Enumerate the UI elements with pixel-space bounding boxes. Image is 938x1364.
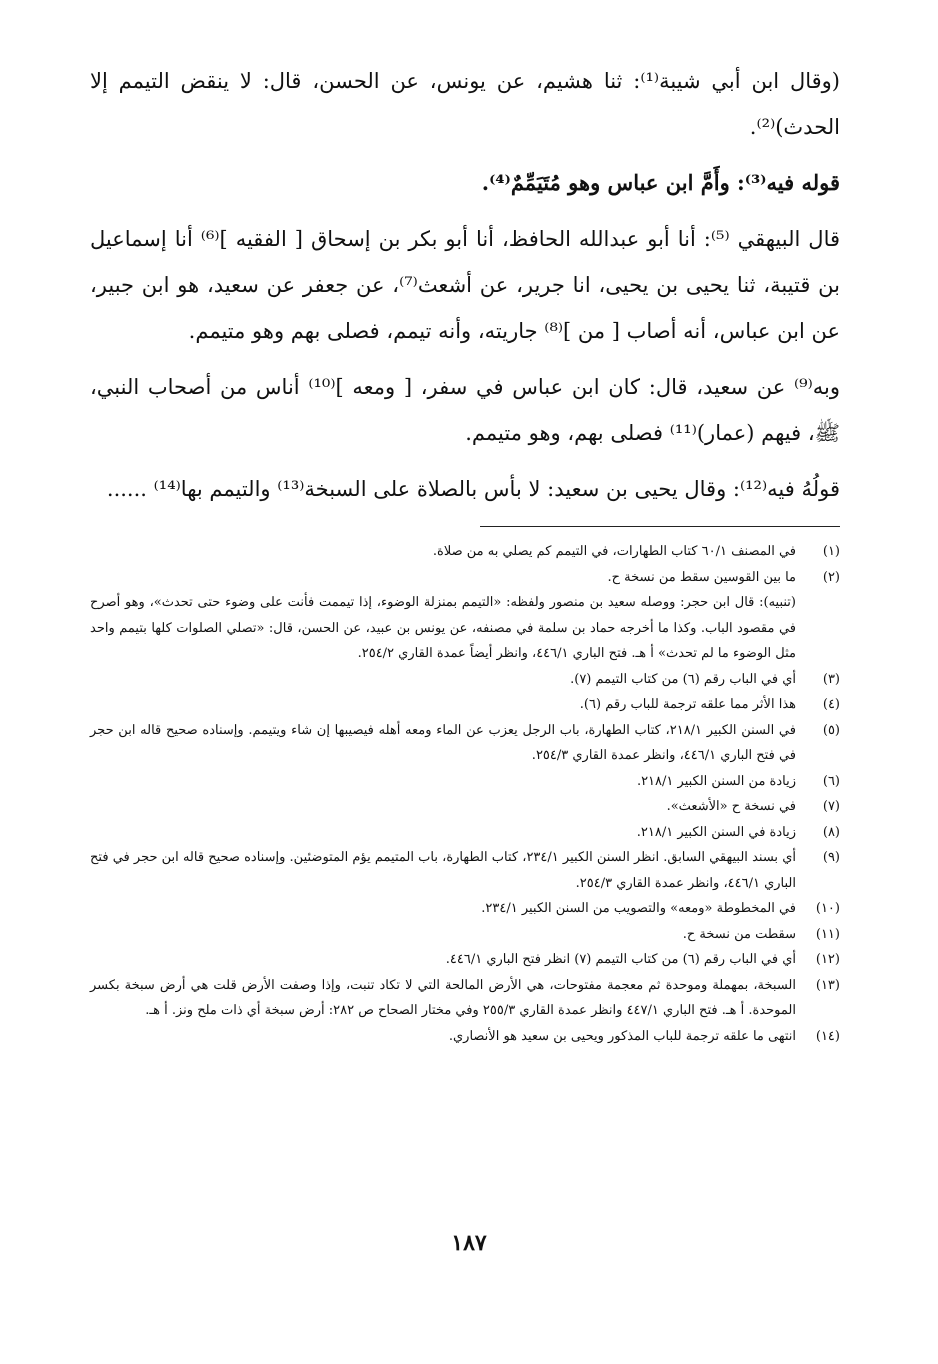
footnote-number: (٦) (822, 773, 840, 789)
footnote (90, 973, 840, 1024)
footnote-text: زيادة في السنن الكبير ٢١٨/١. (636, 824, 796, 840)
footnote-text: في السنن الكبير ٢١٨/١، كتاب الطهارة، باب الرجل يعزب عن الماء ومعه أهله فيصيبها إن شاء ويتيمم. وإسناده صحيح قاله ابن حجر في فتح الباري ٤٤٦/١، وانظر عمدة القاري ٢٥٤/٣. (90, 722, 796, 763)
footnote-text: (تنبيه): قال ابن حجر: ووصله سعيد بن منصور ولفظه: «التيمم بمنزلة الوضوء، إذا تيممت فأنت على وضوء حتى تحدث»، وهو أصرح في مقصود الباب. وكذا ما أخرجه حماد بن سلمة في مصنفه، عن يونس بن عبيد، عن الحسن، قال: «تصلي الصلوات كلها بتيمم واحد مثل الوضوء ما لم تحدث» أ هـ. فتح الباري ٤٤٦/١، وانظر أيضاً عمدة القاري ٢٥٤/٢. (90, 595, 796, 661)
footnote-text: في المخطوطة «ومعه» والتصويب من السنن الكبير ٢٣٤/١. (481, 901, 796, 916)
footnote-text: زيادة من السنن الكبير ٢١٨/١. (636, 773, 796, 789)
footnote-number: (٤) (822, 697, 840, 712)
paragraph: قولُهُ فيه⁽¹²⁾: وقال يحيى بن سعيد: لا بأس بالصلاة على السبخة⁽¹³⁾ والتيمم بها⁽¹⁴⁾ ...... (106, 477, 840, 501)
footnote (90, 769, 840, 795)
footnote-number: (١٢) (815, 952, 840, 967)
footnote (90, 539, 840, 565)
footnote (90, 692, 840, 718)
footnote (90, 896, 840, 922)
footnote (90, 794, 840, 820)
page-content (90, 58, 840, 1049)
footnote (90, 845, 840, 896)
page-number: ١٨٧ (451, 1230, 487, 1256)
footnote-text: ما بين القوسين سقط من نسخة ح. (607, 569, 796, 585)
footnote-text: سقطت من نسخة ح. (682, 926, 796, 942)
footnote (90, 922, 840, 948)
footnotes (90, 539, 840, 1049)
footnote-number: (١٠) (815, 901, 840, 916)
footnote-number: (٩) (822, 850, 840, 865)
footnote-number: (٣) (822, 671, 840, 687)
footnote-divider (480, 526, 840, 527)
footnote-number: (٨) (822, 824, 840, 840)
paragraph: قوله فيه⁽³⁾: وأَمَّ ابن عباس وهو مُتَيَمِّمٌ⁽⁴⁾. (481, 170, 840, 195)
footnote (90, 565, 840, 591)
footnote-number (796, 590, 840, 667)
footnote-number: (١) (822, 544, 840, 559)
footnote-number: (١٣) (815, 977, 840, 993)
footnote (90, 820, 840, 846)
footnote-text: انتهى ما علقه ترجمة للباب المذكور ويحيى بن سعيد هو الأنصاري. (448, 1028, 796, 1044)
footnote-number: (٧) (822, 799, 840, 814)
paragraph: قال البيهقي ⁽⁵⁾: أنا أبو عبدالله الحافظ، أنا أبو بكر بن إسحاق [ الفقيه ]⁽⁶⁾ أنا إسماعيل بن قتيبة، ثنا يحيى بن يحيى، انا جرير، عن أشعث⁽⁷⁾، عن جعفر عن سعيد، هو ابن جبير، عن ابن عباس، أنه أصاب [ من ]⁽⁸⁾ جاريته، وأنه تيمم، فصلى بهم وهو متيمم. (90, 227, 840, 343)
footnote-text: أي في الباب رقم (٦) من كتاب التيمم (٧). (570, 671, 796, 687)
footnote (90, 947, 840, 973)
footnote-text: في المصنف ٦٠/١ كتاب الطهارات، في التيمم كم يصلي به من صلاة. (432, 544, 796, 559)
footnote-number: (١٤) (815, 1028, 840, 1044)
main-text (90, 58, 840, 512)
footnote-text: أي في الباب رقم (٦) من كتاب التيمم (٧) انظر فتح الباري ٤٤٦/١. (445, 952, 796, 967)
paragraph: (وقال ابن أبي شيبة⁽¹⁾: ثنا هشيم، عن يونس، عن الحسن، قال: لا ينقض التيمم إلا الحدث)⁽²⁾. (90, 69, 840, 139)
footnote-text: هذا الأثر مما علقه ترجمة للباب رقم (٦). (579, 697, 796, 712)
footnote-text: في نسخة ح «الأشعث». (666, 799, 796, 814)
footnote-text: أي بسند البيهقي السابق. انظر السنن الكبير ٢٣٤/١، كتاب الطهارة، باب المتيمم يؤم المتوضئين. وإسناده صحيح قاله ابن حجر في فتح الباري ٤٤٦/١، وانظر عمدة القاري ٢٥٤/٣. (90, 850, 796, 891)
footnote (90, 718, 840, 769)
footnote-text: السبخة، بمهملة وموحدة ثم معجمة مفتوحات، هي الأرض المالحة التي لا تكاد تنبت، وإذا وصفت الأرض قلت هي أرض سبخة بكسر الموحدة. أ هـ. فتح الباري ٤٤٧/١ وانظر عمدة القاري ٢٥٥/٣ وفي مختار الصحاح ص ٢٨٢: أرض سبخة أي ذات ملح ونز. أ هـ. (90, 977, 796, 1018)
footnote-number: (٢) (822, 569, 840, 585)
footnote (90, 1024, 840, 1050)
paragraph: وبه⁽⁹⁾ عن سعيد، قال: كان ابن عباس في سفر، [ ومعه ]⁽¹⁰⁾ أناس من أصحاب النبي، ﷺ، فيهم (عمار)⁽¹¹⁾ فصلى بهم، وهو متيمم. (90, 375, 840, 445)
footnote-number: (٥) (822, 722, 840, 738)
footnote-continuation (90, 590, 840, 667)
footnote-number: (١١) (815, 926, 840, 942)
footnote (90, 667, 840, 693)
